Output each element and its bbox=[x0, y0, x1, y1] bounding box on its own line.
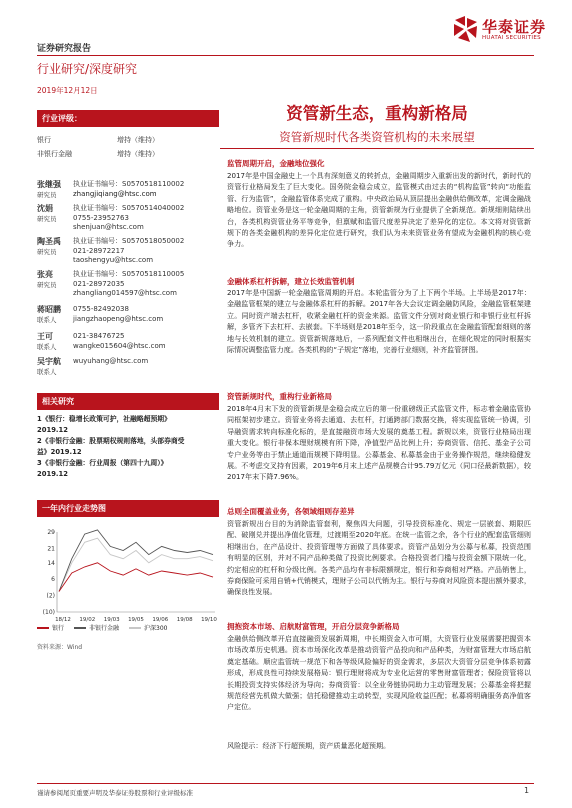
title-divider bbox=[220, 148, 534, 149]
x-tick-label: 18/12 bbox=[55, 617, 71, 623]
logo-mark-icon bbox=[452, 16, 478, 42]
section-title: 监管周期开启，金融地位强化 bbox=[227, 159, 325, 168]
series-line-非银行金融 bbox=[59, 530, 213, 592]
section-title: 总则全面覆盖业务，各领域细则存差异 bbox=[227, 507, 355, 516]
section-title: 金融体系杠杆拆解，建立长效监管机制 bbox=[227, 277, 355, 286]
x-tick-label: 19/02 bbox=[79, 617, 96, 623]
related-item[interactable] bbox=[37, 414, 219, 436]
analyst-role: 联系人 bbox=[37, 368, 57, 376]
legend-item bbox=[37, 623, 64, 632]
analyst-email[interactable]: zhangjiqiang@htsc.com bbox=[73, 189, 157, 198]
related-item[interactable] bbox=[37, 436, 219, 458]
legend-label: 沪深300 bbox=[144, 625, 168, 632]
page-subtitle: 资管新规时代各类资管机构的未来展望 bbox=[279, 130, 475, 144]
analyst-phone: 021-28972217 bbox=[73, 246, 125, 255]
company-logo bbox=[452, 14, 556, 50]
logo-cn-text: 华泰证券 bbox=[482, 18, 547, 36]
analyst-name: 蒋昭鹏 bbox=[37, 305, 61, 314]
logo-en-text: HUATAI SECURITIES bbox=[482, 35, 541, 41]
analyst-card bbox=[37, 237, 219, 267]
y-tick-label: 6 bbox=[51, 576, 55, 584]
x-tick-label: 19/06 bbox=[152, 617, 169, 623]
y-tick-label: (2) bbox=[46, 592, 55, 600]
analyst-card bbox=[37, 357, 219, 379]
analyst-name: 王可 bbox=[37, 332, 53, 341]
analyst-email[interactable]: wangke015604@htsc.com bbox=[73, 341, 166, 350]
y-tick-label: (10) bbox=[42, 609, 55, 616]
legend-swatch bbox=[129, 627, 141, 629]
chart-axis bbox=[57, 532, 215, 612]
analyst-email[interactable]: taoshengyu@htsc.com bbox=[73, 256, 154, 264]
x-tick-label: 19/05 bbox=[128, 617, 144, 623]
analyst-role: 研究员 bbox=[37, 281, 57, 289]
analyst-phone: 0755-23952763 bbox=[73, 213, 129, 222]
related-item-date: 2019.12 bbox=[37, 470, 68, 478]
analyst-card bbox=[37, 332, 219, 354]
chart-title-bar bbox=[37, 500, 219, 517]
rating-sector: 银行 bbox=[37, 136, 51, 144]
analyst-cert: 执业证书编号：S0570518110005 bbox=[73, 270, 185, 278]
section-text: 2017年是中国新一轮金融监管周期的开启。本轮监管分为了上下两个半场。上半场是2017年：金融监管框架的建立与金融体系杠杆的拆解。2017年各大会议定调金融防风险，金融监管框架建立。同时资产端去杠杆，收紧金融杠杆的资金来源。监管文件分别对商业银行和非银行业杠杆拆解，多管齐下去杠杆、去嵌套。下半场则是2018年至今，这一阶段重点在金融监管配套细则的落地与长效机制的建立。资管新规落地后，一系列配套文件也相继出台，在细化规定的同时根据实际情况调整监管力度。各类机构的“子规定”落地，完善行业细则，补齐监管拼图。 bbox=[227, 288, 531, 355]
section-title: 资管新规时代，重构行业新格局 bbox=[227, 392, 332, 401]
header-divider bbox=[37, 55, 534, 56]
section-text: 2018年4月末下发的资管新规是金稳会成立后的第一份重磅级正式监管文件，标志着金融监管协同框架初步建立。资管业务将去通道、去杠杆，打通跨部门数据交换，将实现监管统一协调，引导融资需求转向标准化标的，是直接融资市场大发展的奠基工程。新规以来，资管行业格局出现重大变化。银行非保本理财规模有所下降，净值型产品比例上升；券商资管、信托、基金子公司专户业务等由于禁止通道而规模下降明显。公募基金、私募基金由于业务操作规范，继续稳健发展。不考虑交叉持有因素，2019年6月末上述产品规模合计95.79万亿元（同口径最新数据），较2017年末下降7.96%。 bbox=[227, 404, 531, 482]
related-item-date: 2019.12 bbox=[37, 426, 68, 434]
related-title: 相关研究 bbox=[37, 393, 219, 410]
analyst-name: 沈娟 bbox=[37, 204, 53, 213]
section-title: 拥抱资本市场、启航财富管理，开启分层竞争新格局 bbox=[227, 622, 400, 631]
chart-legend bbox=[37, 623, 219, 632]
analyst-phone: 0755-82492038 bbox=[73, 305, 129, 313]
legend-swatch bbox=[37, 627, 49, 629]
rating-panel bbox=[37, 110, 219, 161]
analyst-name: 吴宇航 bbox=[37, 357, 61, 366]
related-item-title: 3《非银行金融：行业周报（第四十九周）》 bbox=[37, 459, 168, 467]
y-tick-label: 21 bbox=[47, 545, 55, 553]
legend-label: 非银行金融 bbox=[89, 625, 120, 632]
section-text: 2017年是中国金融史上一个具有深刻意义的转折点，金融周期步入重新出发的新时代，新时代的资管行业格局发生了巨大变化。国务院金稳会成立，监管模式由过去的“机构监管”转向“功能监管、行为监管”，金融监管体系完成了重构。中央政治局从顶层提出金融供给侧改革，定调金融战略地位。资管业务是这一轮金融周期的主角，资管新规为行业提供了全新规范。新规细则陆续出台，各类机构资管业务平等竞争，但禀赋和监管尺度差异决定了差异化的定位。本文将对资管新规下的各类金融机构的差异化定位进行研究，我们认为未来资管业务有望成为金融机构的核心竞争力。 bbox=[227, 171, 531, 249]
x-tick-label: 19/03 bbox=[103, 617, 120, 623]
y-tick-label: 14 bbox=[47, 559, 55, 567]
analyst-phone: 021-38476725 bbox=[73, 332, 125, 340]
related-item-date: 2019.12 bbox=[50, 448, 82, 456]
section-text: 资管新规出台目的为消除监管套利，聚焦四大问题，引导投资标准化、规定一层嵌套、期限匹配、破刚兑并提出净值化管理，过渡期至2020年底。在统一监管之余，各个行业的配套监管细则相继出台，在产品设计、投资管理等方面做了具体要求。资管产品划分为公募与私募，投资范围有明显的区别，并对不同产品种类做了投资比例要求。合格投资者门槛与投资金额下限统一化，约定相应的杠杆和分级比例。各类产品均有非标限额规定，银行和券商相对严格。产品销售上，券商保险可采用自销+代销模式，理财子公司以代销为主。银行与券商对风险资本提出额外要求，确保良性发展。 bbox=[227, 519, 531, 597]
rating-value: 增持（维持） bbox=[117, 136, 159, 144]
analyst-phone: 021-28972035 bbox=[73, 279, 125, 288]
risk-warning: 风险提示：经济下行超预期，资产质量恶化超预期。 bbox=[227, 741, 391, 750]
legend-label: 银行 bbox=[52, 625, 65, 632]
page-title: 资管新生态，重构新格局 bbox=[286, 104, 468, 123]
footer-divider bbox=[37, 783, 534, 784]
y-tick-label: 29 bbox=[47, 529, 55, 536]
analyst-cert: 执业证书编号：S0570518110002 bbox=[73, 180, 185, 188]
analyst-name: 张继强 bbox=[37, 180, 61, 189]
analyst-email[interactable]: jiangzhaopeng@htsc.com bbox=[73, 314, 164, 323]
legend-item bbox=[74, 623, 119, 632]
section-text: 金融供给侧改革开启直接融资发展新周期，中长期资金入市可期，大资管行业发展需要把握资本市场改革历史机遇。资本市场深化改革是推动资管产品投向和产品种类，为财富管理大市场启航奠定基础。顺应监管统一规范下和各等级风险偏好的资金需求，多层次大资管分层竞争体系初露形成，形成良性可持续发展格局：银行理财将成为专业化运营的零售财富管理者；保险资管将以长期投资支持实体经济为导向；券商资管：以全业务链协同助力主动管理发展；公募基金将把握规范经营先机做大做强；信托稳健推动主动转型，实现风险收益匹配；私募将明确服务高净值客户定位。 bbox=[227, 634, 531, 712]
chart-title: 一年内行业走势图 bbox=[37, 500, 219, 517]
legend-item bbox=[129, 623, 167, 632]
x-tick-label: 19/08 bbox=[176, 617, 193, 623]
chart-source: 资料来源：Wind bbox=[37, 644, 83, 651]
footer-disclaimer[interactable]: 谨请参阅尾页重要声明及华泰证券股票和行业评级标准 bbox=[37, 789, 193, 797]
analyst-email[interactable]: shenjuan@htsc.com bbox=[73, 223, 144, 231]
report-series: 证券研究报告 bbox=[37, 44, 92, 54]
analyst-role: 研究员 bbox=[37, 248, 57, 256]
analyst-email[interactable]: wuyuhang@htsc.com bbox=[73, 357, 149, 365]
rating-row bbox=[37, 133, 219, 147]
analyst-card bbox=[37, 270, 219, 300]
related-title-bar bbox=[37, 393, 219, 410]
related-item-title: 1《银行：稳增长政策可护，社融略超预期》 bbox=[37, 415, 171, 423]
x-tick-label: 19/10 bbox=[201, 617, 217, 623]
analyst-role: 研究员 bbox=[37, 191, 57, 199]
related-list bbox=[37, 414, 219, 480]
industry-trend-chart bbox=[37, 528, 219, 628]
analyst-role: 研究员 bbox=[37, 215, 57, 223]
page-number: 1 bbox=[524, 786, 530, 795]
analyst-cert: 执业证书编号：S0570514040002 bbox=[73, 204, 185, 212]
rating-sector: 非银行金融 bbox=[37, 150, 72, 158]
analyst-email[interactable]: zhangliang014597@htsc.com bbox=[73, 289, 177, 297]
analyst-card bbox=[37, 204, 219, 234]
related-item[interactable] bbox=[37, 458, 219, 480]
doc-type: 行业研究/深度研究 bbox=[37, 62, 138, 76]
analyst-card bbox=[37, 305, 219, 327]
analyst-name: 陶圣禹 bbox=[37, 237, 61, 246]
series-line-银行 bbox=[59, 563, 213, 592]
rating-title: 行业评级： bbox=[37, 110, 219, 127]
analyst-role: 联系人 bbox=[37, 343, 57, 351]
doc-date: 2019年12月12日 bbox=[37, 86, 98, 95]
related-item-title: 2《非银行金融：股票期权规则落地，头部券商受益》 bbox=[37, 437, 185, 456]
rating-value: 增持（维持） bbox=[117, 150, 159, 158]
series-line-沪深300 bbox=[59, 538, 213, 591]
analyst-role: 联系人 bbox=[37, 316, 57, 324]
analyst-cert: 执业证书编号：S0570518050002 bbox=[73, 237, 185, 245]
rating-row bbox=[37, 147, 219, 161]
analyst-name: 张亮 bbox=[37, 270, 53, 279]
legend-swatch bbox=[74, 627, 86, 629]
